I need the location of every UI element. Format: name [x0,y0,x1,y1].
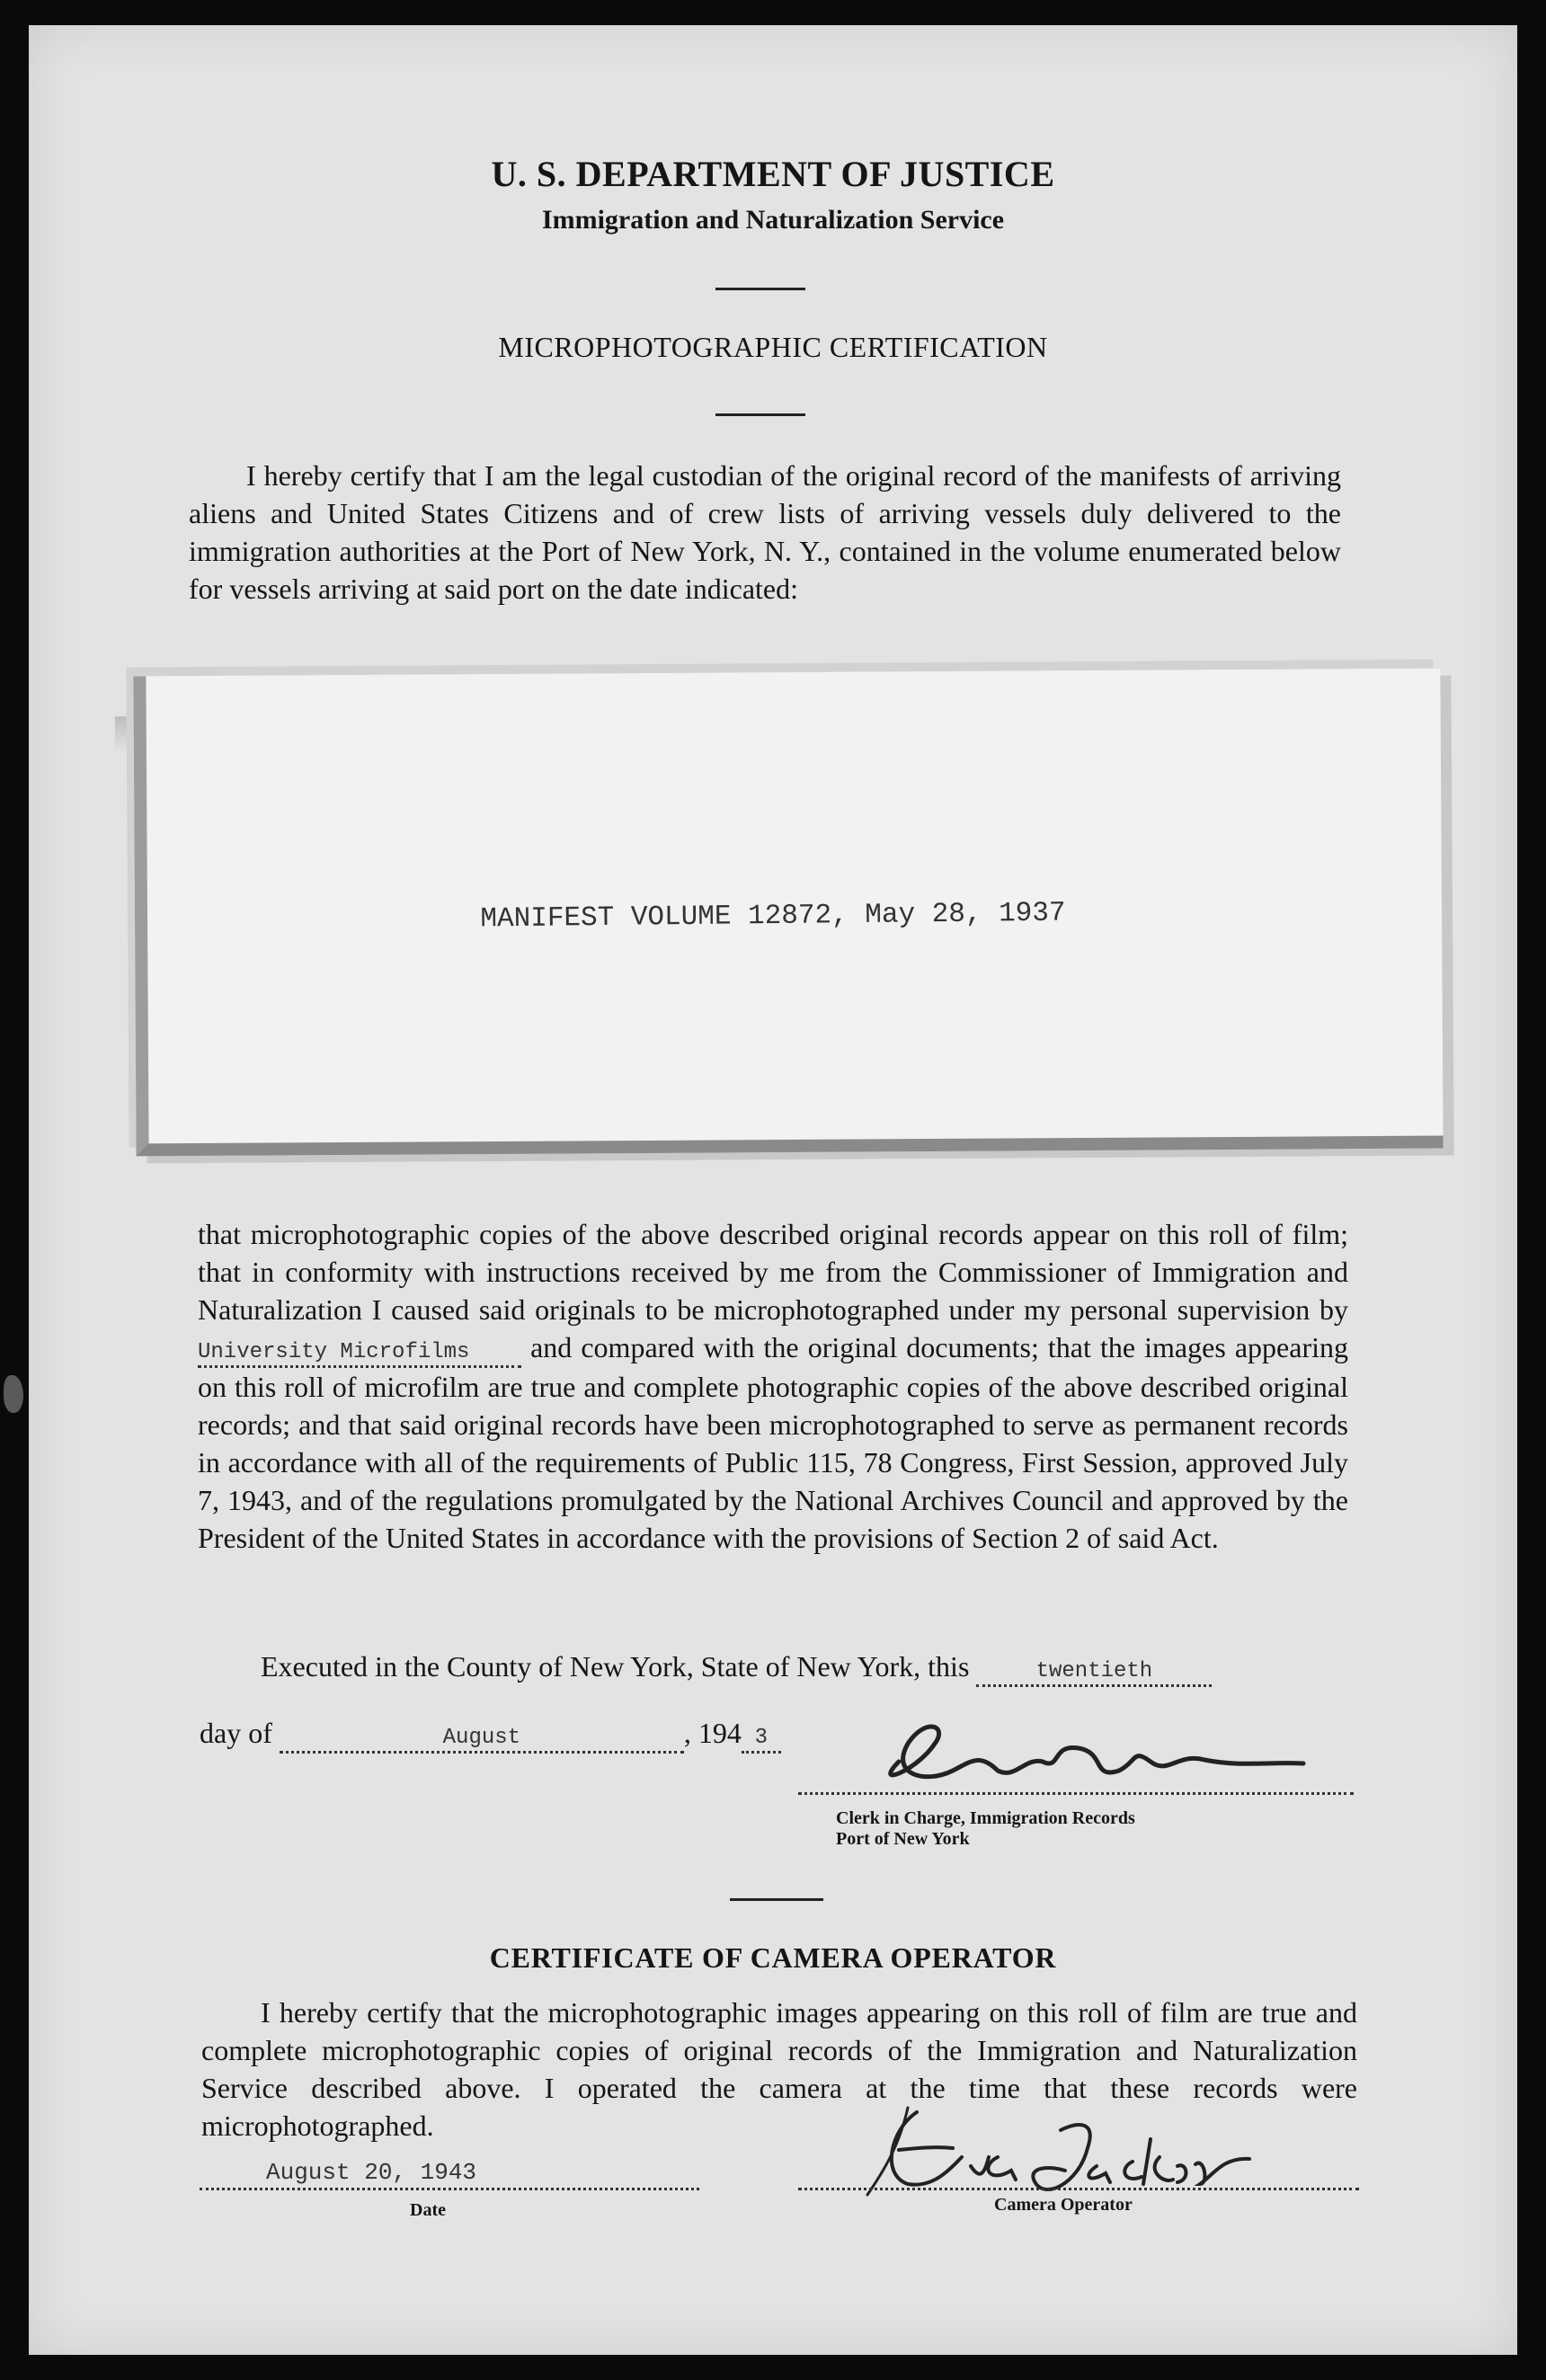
manifest-volume-text: MANIFEST VOLUME 12872, May 28, 1937 [480,897,1066,936]
operator-date-value: August 20, 1943 [266,2159,477,2186]
department-heading: U. S. DEPARTMENT OF JUSTICE [491,154,1055,194]
certification-lead: that microphotographic copies of the above described original records appear on this roll of film; that in conformity with instructions received by me from the Commissioner of Immigration and Naturalization I caused said originals to be microphotographed under my personal supervision by [198,1218,1348,1326]
title-divider [715,413,805,416]
month-field: August [280,1726,684,1754]
execution-line [261,1650,1357,1687]
service-subheading: Immigration and Naturalization Service [541,205,1005,235]
date-line [200,2188,699,2190]
day-of-label: day of [200,1717,272,1749]
intro-paragraph: I hereby certify that I am the legal custodian of the original record of the manifests of arriving aliens and United States Citizens and of crew lists of arriving vessels duly delivered to the immigration authorities at the Port of New York, N. Y., contained in the volume enumerated below for vessels arriving at said port on the date indicated: [189,459,1341,605]
supervisor-field: University Microfilms [198,1340,521,1368]
header-divider [715,288,805,290]
operator-signature-line [798,2188,1359,2190]
film-speck [4,1375,23,1413]
certification-rest: and compared with the original documents; that the images appearing on this roll of microfilm are true and complete photographic copies of the above described original records; and that said original records have been microphotographed to serve as permanent records in accordance with all of the requirements of Public 115, 78 Congress, First Session, approved July 7, 1943, and of the regulations promulgated by the National Archives Council and approved by the President of the United States in accordance with the provisions of Section 2 of said Act. [198,1331,1349,1554]
clerk-signature-line [798,1792,1354,1795]
clerk-title: Clerk in Charge, Immigration Records [836,1808,1135,1828]
day-field: twentieth [976,1659,1212,1687]
year-prefix: , 194 [683,1717,742,1749]
operator-signature [863,2094,1276,2211]
form-title: MICROPHOTOGRAPHIC CERTIFICATION [498,331,1048,363]
certification-paragraph [198,1215,1348,1557]
camera-operator-heading: CERTIFICATE OF CAMERA OPERATOR [489,1941,1057,1974]
year-field: 3 [742,1726,781,1754]
camera-operator-statement: I hereby certify that the microphotographic images appearing on this roll of film are true and complete microphotographic copies of original records of the Immigration and Naturalization Service described above. I operated the camera at the time that these records were microphotographed. [201,1996,1357,2142]
clerk-location: Port of New York [836,1829,970,1849]
executed-text: Executed in the County of New York, State of New York, this [261,1650,970,1683]
day-of-line [200,1717,829,1754]
operator-label: Camera Operator [994,2195,1133,2215]
date-label: Date [410,2200,446,2220]
section-divider [730,1898,823,1901]
